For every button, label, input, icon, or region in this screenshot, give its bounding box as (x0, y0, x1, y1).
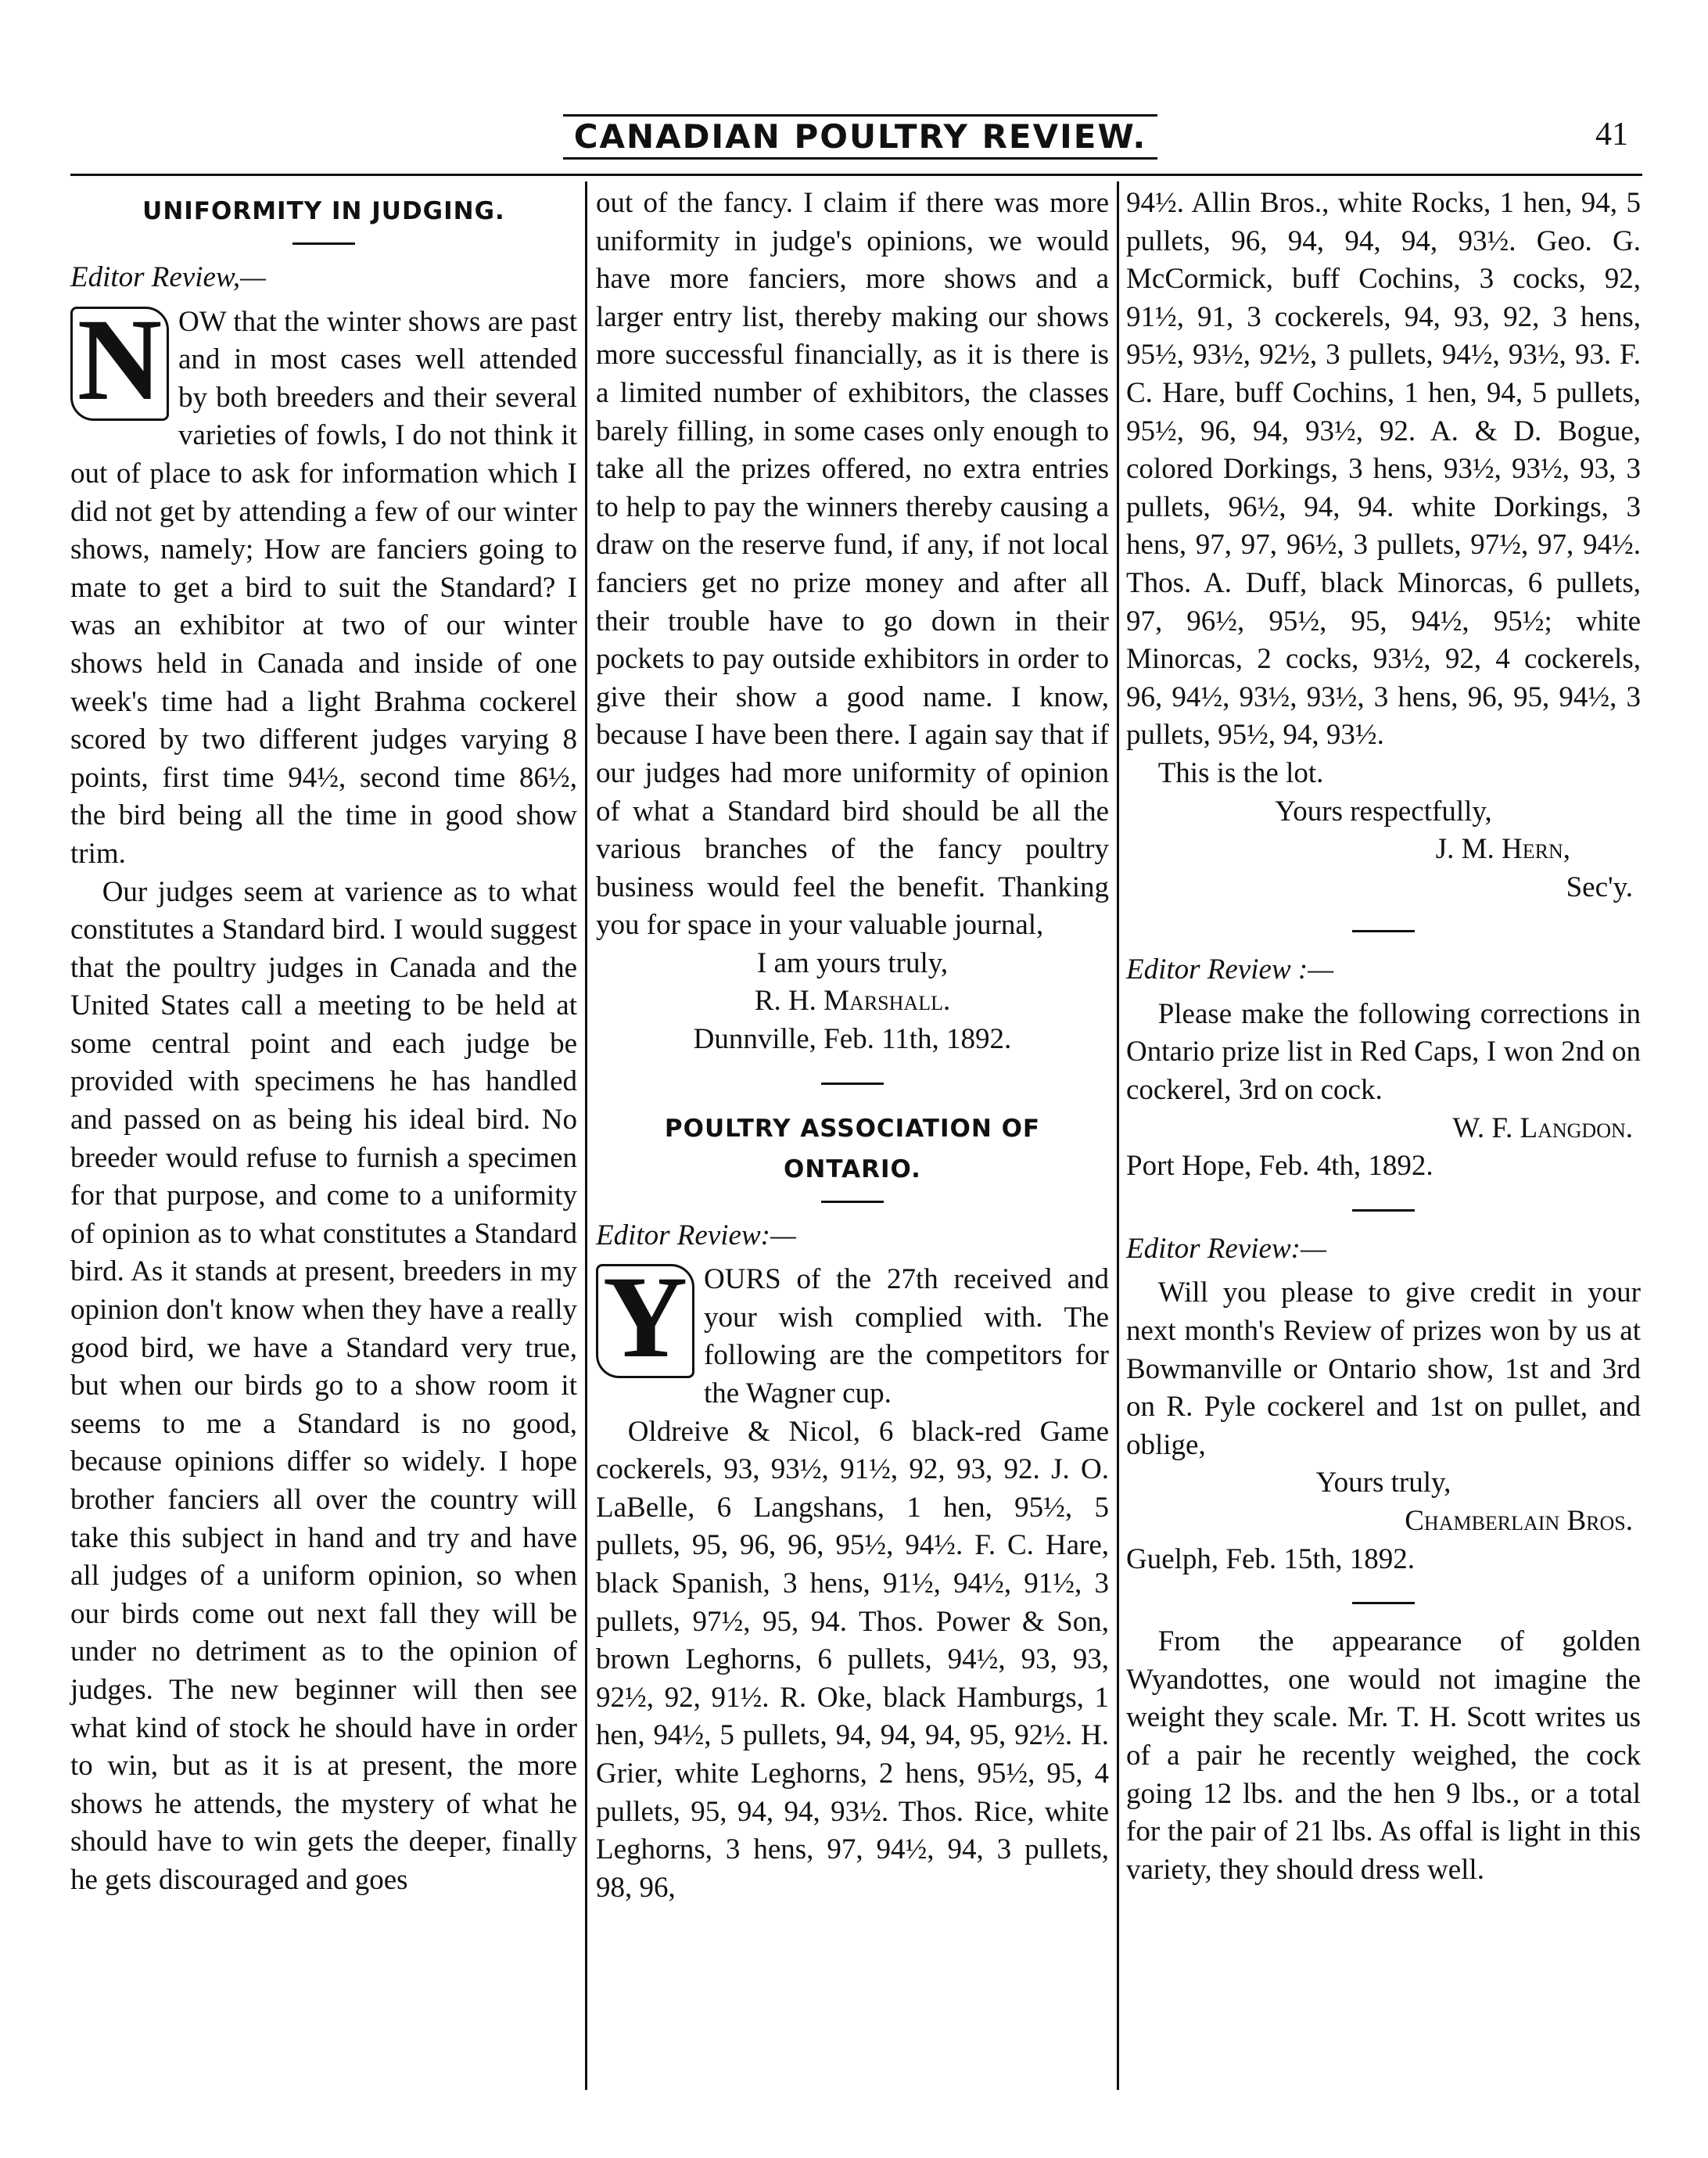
letter-signature: J. M. Hern, (1435, 833, 1570, 866)
masthead (573, 110, 1147, 164)
letter-signature: R. H. Marshall. (754, 985, 951, 1018)
paragraph: Oldreive & Nicol, 6 black-red Game cockerels, 93, 93½, 91½, 92, 93, 92. J. O. LaBelle, 6 Langshans, 1 hen, 95½, 5 pullets, 95, 96, 96, 95½, 94½. F. C. Hare, black Spanish, 3 hens, 91½, 94½, 91½, 3 pullets, 97½, 95, 94. Thos. Power & Son, brown Leghorns, 6 pullets, 94½, 93, 93, 92½, 92, 91½. R. Oke, black Hamburgs, 1 hen, 94½, 5 pullets, 94, 94, 94, 95, 92½. H. Grier, white Leghorns, 2 hens, 95½, 95, 4 pullets, 95, 94, 94, 93½. Thos. Rice, white Leghorns, 3 hens, 97, 94½, 94, 3 pullets, 98, 96, (596, 1415, 1109, 1904)
dateline: Port Hope, Feb. 4th, 1892. (1126, 1150, 1434, 1183)
salutation: Editor Review :— (1126, 953, 1334, 986)
divider (1352, 1602, 1415, 1604)
paragraph: N OW that the winter shows are past and in most cases well attended by both breeders and their several varieties of fowls, I do not think it out of place to ask for information which I did not get by attending a few of our winter shows, namely; How are fanciers going to mate to get a bird to suit the Standard? I was an exhibitor at two of our winter shows held in Canada and inside of one week's time had a light Brahma cockerel scored by two different judges varying 8 points, first time 94½, second time 86½, the bird being all the time in good show trim. (70, 294, 577, 870)
masthead-title: CANADIAN POULTRY REVIEW. (563, 114, 1158, 160)
paragraph: From the appearance of golden Wyandottes, one would not imagine the weight they scale. Mr. T. H. Scott writes us of a pair he recently weighed, the cock going 12 lbs. and the hen 9 lbs., or a total for the pair of 21 lbs. As offal is light in this variety, they should dress well. (1126, 1625, 1641, 1886)
paragraph: Y OURS of the 27th received and your wish complied with. The following are the competitors for the Wagner cup. (596, 1261, 1109, 1413)
divider (1352, 1209, 1415, 1212)
paragraph: This is the lot. (1157, 756, 1324, 789)
header-rule (70, 174, 1642, 176)
salutation: Editor Review:— (1126, 1232, 1326, 1265)
column-divider (1117, 181, 1119, 2090)
article-heading: UNIFORMITY IN JUDGING. (142, 197, 505, 225)
article-heading: POULTRY ASSOCIATION OF ONTARIO. (664, 1114, 1041, 1183)
divider (821, 1201, 884, 1203)
letter-closing: Yours respectfully, (1275, 795, 1492, 828)
divider (292, 242, 355, 245)
column-divider (585, 181, 587, 2090)
page-number: 41 (1595, 117, 1628, 153)
paragraph: Will you please to give credit in your next month's Review of prizes won by us at Bowmanville or Ontario show, 1st and 3rd on R. Pyle cockerel and 1st on pullet, and oblige, (1126, 1276, 1641, 1461)
paragraph: 94½. Allin Bros., white Rocks, 1 hen, 94, 5 pullets, 96, 94, 94, 94, 93½. Geo. G. McCormick, buff Cochins, 3 cocks, 92, 91½, 91, 3 cockerels, 94, 93, 92, 3 hens, 95½, 93½, 92½, 3 pullets, 94½, 93½, 93. F. C. Hare, buff Cochins, 1 hen, 94, 5 pullets, 95½, 96, 94, 93½, 92. A. & D. Bogue, colored Dorkings, 3 hens, 93½, 93½, 93, 3 pullets, 96½, 94, 94. white Dorkings, 3 hens, 97, 97, 96½, 3 pullets, 97½, 97, 94½. Thos. A. Duff, black Minorcas, 6 pullets, 97, 96½, 95½, 95, 94½, 95½; white Minorcas, 2 cocks, 93½, 92, 4 cockerels, 96, 94½, 93½, 93½, 3 hens, 96, 95, 94½, 3 pullets, 95½, 94, 93½. (1126, 187, 1641, 752)
divider (821, 1083, 884, 1085)
paragraph: Please make the following corrections in Ontario prize list in Red Caps, I won 2nd on cockerel, 3rd on cock. (1126, 997, 1641, 1107)
column-2 (596, 185, 1109, 1907)
dateline: Dunnville, Feb. 11th, 1892. (693, 1023, 1012, 1056)
divider (1352, 930, 1415, 932)
salutation: Editor Review:— (596, 1219, 796, 1251)
dateline: Guelph, Feb. 15th, 1892. (1126, 1542, 1415, 1575)
salutation: Editor Review,— (70, 261, 267, 293)
paragraph: Our judges seem at varience as to what constitutes a Standard bird. I would suggest that the poultry judges in Canada and the United States call a meeting to be held at some central point and each judge be provided with specimens he has handled and passed on as being his ideal bird. No breeder would refuse to furnish a specimen for that purpose, and come to a uniformity of opinion as to what constitutes a Standard bird. As it stands at present, breeders in my opinion don't know when they have a really good bird, we have a Standard very true, but when our birds go to a show room it seems to me a Standard is no good, because opinions differ so widely. I hope brother fanciers all over the country will take this subject in hand and try and have all judges of a uniform opinion, so when our birds come out next fall they will be under no detriment as to the opinion of judges. The new beginner will then see what kind of stock he should have in order to win, but as it is at present, the more shows he attends, the mystery of what he should have to win gets the deeper, finally he gets discouraged and goes (70, 875, 577, 1896)
letter-closing: I am yours truly, (756, 946, 949, 979)
column-3 (1126, 185, 1641, 1889)
paragraph: out of the fancy. I claim if there was more uniformity in judge's opinions, we would have more fanciers, more shows and a larger entry list, thereby making our shows more successful financially, as it is there is a limited number of exhibitors, the classes barely filling, in some cases only enough to take all the prizes offered, no extra entries to help to pay the winners thereby causing a draw on the reserve fund, if any, if not local fanciers get no prize money and after all their trouble have to go down in their pockets to pay outside exhibitors in order to give their show a good name. I know, because I have been there. I again say that if our judges had more uniformity of opinion of what a Standard bird should be all the various branches of the fancy poultry business would feel the benefit. Thanking you for space in your valuable journal, (596, 187, 1109, 942)
drop-cap: Y (596, 1264, 694, 1378)
letter-signature: W. F. Langdon. (1452, 1111, 1633, 1144)
letter-signature: Chamberlain Bros. (1405, 1505, 1633, 1537)
drop-cap: N (70, 307, 169, 421)
signature-title: Sec'y. (1566, 871, 1633, 903)
column-1 (70, 185, 577, 1900)
letter-closing: Yours truly, (1315, 1467, 1451, 1499)
